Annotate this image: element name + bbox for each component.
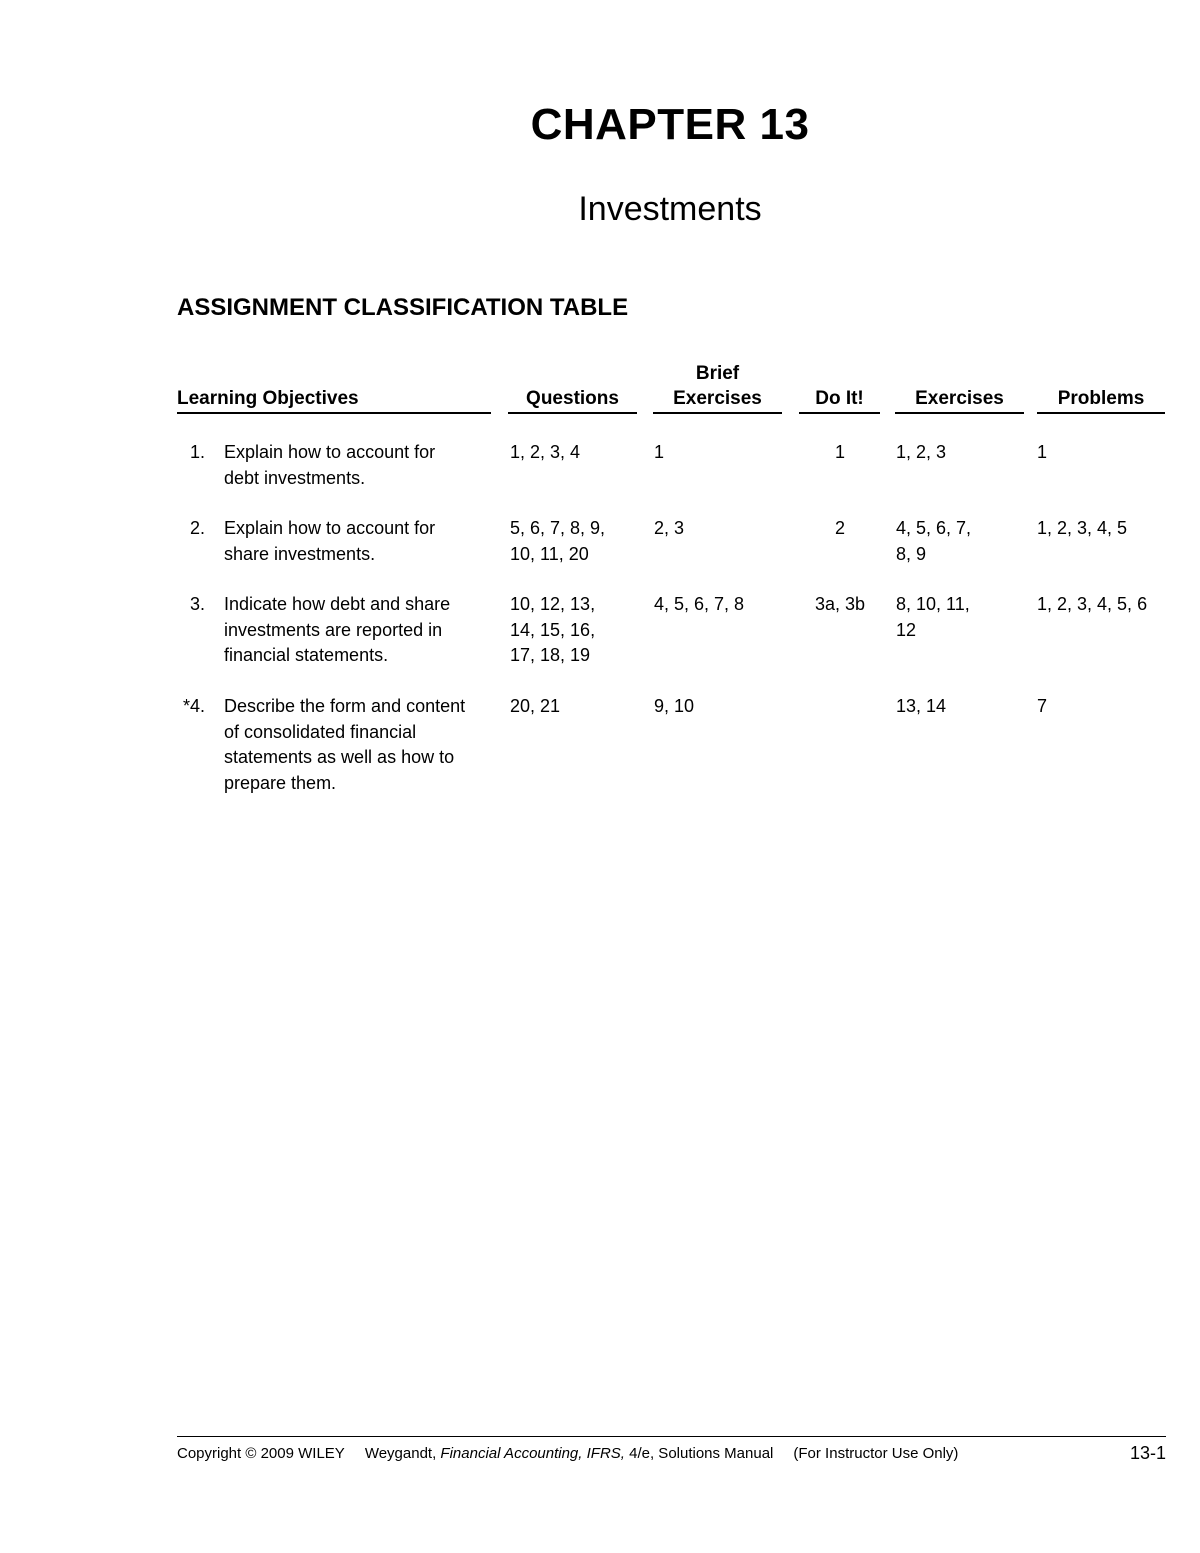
objective-line: financial statements. xyxy=(224,645,389,665)
questions-cell: 1, 2, 3, 4 xyxy=(510,442,581,462)
exercises-line: 8, 9 xyxy=(896,543,927,564)
header-learning-objectives: Learning Objectives xyxy=(177,386,491,414)
header-brief-exercises xyxy=(653,361,782,414)
brief-exercises-cell: 1 xyxy=(654,442,665,462)
page-number: 13-1 xyxy=(1129,1443,1166,1463)
questions-line: 10, 12, 13, xyxy=(510,594,596,614)
exercises-line: 4, 5, 6, 7, xyxy=(896,518,972,538)
header-brief-bottom: Exercises xyxy=(673,388,762,409)
objective-number: 1. xyxy=(189,442,205,462)
problems-cell: 7 xyxy=(1037,696,1048,716)
exercises-cell xyxy=(896,516,971,567)
objective-text xyxy=(224,694,504,796)
objective-number: 2. xyxy=(189,518,205,538)
brief-exercises-cell: 4, 5, 6, 7, 8 xyxy=(654,594,745,614)
objective-line: investments are reported in xyxy=(224,619,443,640)
do-it-cell: 3a, 3b xyxy=(814,594,866,614)
exercises-line: 12 xyxy=(896,619,917,640)
objective-number: *4. xyxy=(182,696,205,716)
objective-text xyxy=(224,592,504,669)
footer-book-title: Financial Accounting, IFRS, xyxy=(440,1445,625,1462)
questions-line: 10, 11, 20 xyxy=(510,543,589,564)
objective-text xyxy=(224,440,504,491)
header-do-it: Do It! xyxy=(799,386,880,414)
do-it-cell: 1 xyxy=(834,442,845,462)
footer-text xyxy=(177,1445,958,1462)
problems-cell: 1 xyxy=(1037,442,1048,462)
exercises-cell xyxy=(896,592,970,643)
problems-cell: 1, 2, 3, 4, 5 xyxy=(1037,518,1128,538)
chapter-title: CHAPTER 13 xyxy=(530,100,810,149)
objective-line: statements as well as how to xyxy=(224,747,455,767)
objective-number: 3. xyxy=(189,594,205,614)
brief-exercises-cell: 2, 3 xyxy=(654,518,685,538)
do-it-cell: 2 xyxy=(834,518,845,538)
problems-cell: 1, 2, 3, 4, 5, 6 xyxy=(1037,594,1148,614)
footer-use-note: (For Instructor Use Only) xyxy=(793,1445,959,1462)
questions-line: 17, 18, 19 xyxy=(510,645,591,665)
footer-divider xyxy=(177,1436,1166,1437)
exercises-line: 8, 10, 11, xyxy=(896,594,970,614)
objective-line: Explain how to account for xyxy=(224,518,436,538)
objective-text xyxy=(224,516,504,567)
questions-cell xyxy=(510,592,595,669)
brief-exercises-cell: 9, 10 xyxy=(654,696,695,716)
header-exercises: Exercises xyxy=(895,386,1024,414)
header-brief-top: Brief xyxy=(695,363,740,384)
footer-copyright: Copyright © 2009 WILEY xyxy=(177,1445,345,1462)
section-heading: ASSIGNMENT CLASSIFICATION TABLE xyxy=(177,294,629,321)
chapter-subtitle: Investments xyxy=(578,190,762,228)
questions-cell xyxy=(510,516,605,567)
header-questions: Questions xyxy=(508,386,637,414)
questions-line: 5, 6, 7, 8, 9, xyxy=(510,518,606,538)
objective-line: prepare them. xyxy=(224,772,337,793)
footer-edition: 4/e, Solutions Manual xyxy=(629,1445,774,1462)
questions-cell: 20, 21 xyxy=(510,696,561,716)
objective-line: debt investments. xyxy=(224,467,366,488)
objective-line: of consolidated financial xyxy=(224,721,417,742)
objective-line: Describe the form and content xyxy=(224,696,466,716)
exercises-cell: 13, 14 xyxy=(896,696,947,716)
objective-line: Explain how to account for xyxy=(224,442,436,462)
objective-line: Indicate how debt and share xyxy=(224,594,451,614)
header-problems: Problems xyxy=(1037,386,1165,414)
objective-line: share investments. xyxy=(224,543,376,564)
questions-line: 14, 15, 16, xyxy=(510,619,596,640)
exercises-cell: 1, 2, 3 xyxy=(896,442,947,462)
footer-author: Weygandt, xyxy=(364,1445,437,1462)
